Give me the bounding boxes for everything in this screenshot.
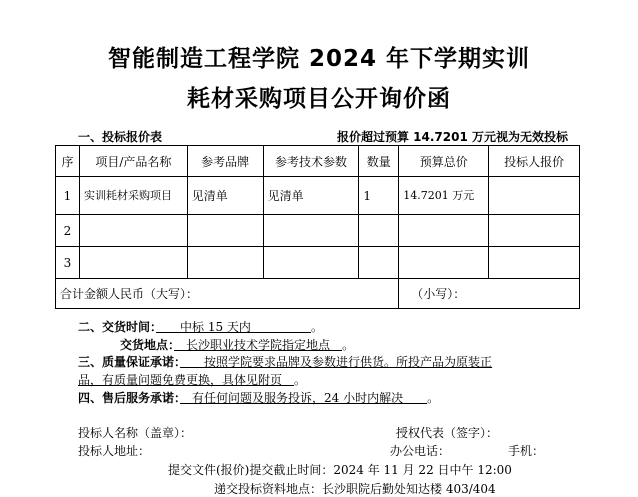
- total-uppercase-label: 合计金额人民币（大写）：: [56, 279, 399, 309]
- section2-label: 二、交货时间：: [78, 320, 157, 334]
- cell-tech-params[interactable]: [263, 215, 359, 247]
- total-lowercase-label: （小写）：: [399, 279, 580, 309]
- header-quantity: 数量: [359, 146, 399, 177]
- section3-quality-line1: [78, 353, 492, 370]
- cell-budget-total[interactable]: [399, 215, 489, 247]
- cell-seq: 3: [56, 247, 80, 279]
- total-row: [56, 279, 580, 309]
- document-title-line1: 智能制造工程学院 2024 年下学期实训: [107, 46, 531, 72]
- after-sales-text: 有任何问题及服务投诉，24 小时内解决: [192, 391, 404, 405]
- cell-brand[interactable]: [187, 215, 263, 247]
- cell-product-name: 实训耗材采购项目: [79, 177, 187, 215]
- header-product-name: 项目/产品名称: [79, 146, 187, 177]
- cell-tech-params[interactable]: [263, 247, 359, 279]
- header-bidder-price: 投标人报价: [489, 146, 580, 177]
- cell-quantity[interactable]: [359, 215, 399, 247]
- cell-tech-params: 见清单: [263, 177, 359, 215]
- delivery-time-value: 中标 15 天内: [180, 320, 251, 334]
- cell-brand: 见清单: [187, 177, 263, 215]
- cell-budget-total: 14.7201 万元: [399, 177, 489, 215]
- cell-product-name[interactable]: [79, 247, 187, 279]
- office-phone-label: 办公电话：: [390, 444, 451, 458]
- quality-text-line2: 品，有质量问题免费更换，具体见附页: [78, 373, 283, 387]
- cell-quantity[interactable]: [359, 247, 399, 279]
- cell-budget-total[interactable]: [399, 247, 489, 279]
- bidder-name-label: 投标人名称（盖章）：: [78, 426, 193, 440]
- cell-quantity: 1: [359, 177, 399, 215]
- header-brand: 参考品牌: [187, 146, 263, 177]
- header-seq: 序: [56, 146, 80, 177]
- cell-bidder-price[interactable]: [489, 177, 580, 215]
- cell-brand[interactable]: [187, 247, 263, 279]
- section4-after-sales: 四、售后服务承诺： 有任何问题及服务投诉，24 小时内解决 。: [78, 391, 440, 405]
- cell-seq: 2: [56, 215, 80, 247]
- section2-delivery-place: 交货地点： 长沙职业技术学院指定地点 。: [120, 338, 355, 352]
- bid-price-table: [55, 145, 580, 309]
- delivery-place-label: 交货地点：: [120, 338, 175, 352]
- authorized-rep-label: 授权代表（签字）：: [396, 426, 499, 440]
- section3-label: 三、质量保证承诺：: [78, 355, 181, 369]
- table-row: [56, 247, 580, 279]
- header-budget-total: 预算总价: [399, 146, 489, 177]
- section4-label: 四、售后服务承诺：: [78, 391, 181, 405]
- bidder-address-label: 投标人地址：: [78, 444, 151, 458]
- section1-header: [78, 128, 568, 145]
- document-title-line2: 耗材采购项目公开询价函: [187, 86, 451, 112]
- table-row: [56, 177, 580, 215]
- section2-delivery-time: 二、交货时间： 中标 15 天内 。: [78, 320, 323, 334]
- cell-bidder-price[interactable]: [489, 215, 580, 247]
- delivery-place-value: 长沙职业技术学院指定地点: [186, 338, 331, 352]
- mobile-label: 手机：: [508, 444, 545, 458]
- header-tech-params: 参考技术参数: [263, 146, 359, 177]
- section3-quality-line2: 品，有质量问题免费更换，具体见附页 。: [78, 373, 307, 387]
- submission-deadline: 提交文件(报价)提交截止时间：2024 年 11 月 22 日中午 12:00: [168, 463, 512, 477]
- quality-text-line1: 按照学院要求品牌及参数进行供货。所投产品为原装正: [204, 355, 493, 369]
- budget-note: 报价超过预算 14.7201 万元视为无效投标: [336, 130, 568, 144]
- submission-place: 递交投标资料地点：长沙职院后勤处知达楼 403/404: [214, 482, 496, 496]
- table-row: [56, 215, 580, 247]
- section1-label: 一、投标报价表: [78, 130, 163, 144]
- table-header-row: [56, 146, 580, 177]
- cell-bidder-price[interactable]: [489, 247, 580, 279]
- cell-product-name[interactable]: [79, 215, 187, 247]
- cell-seq: 1: [56, 177, 80, 215]
